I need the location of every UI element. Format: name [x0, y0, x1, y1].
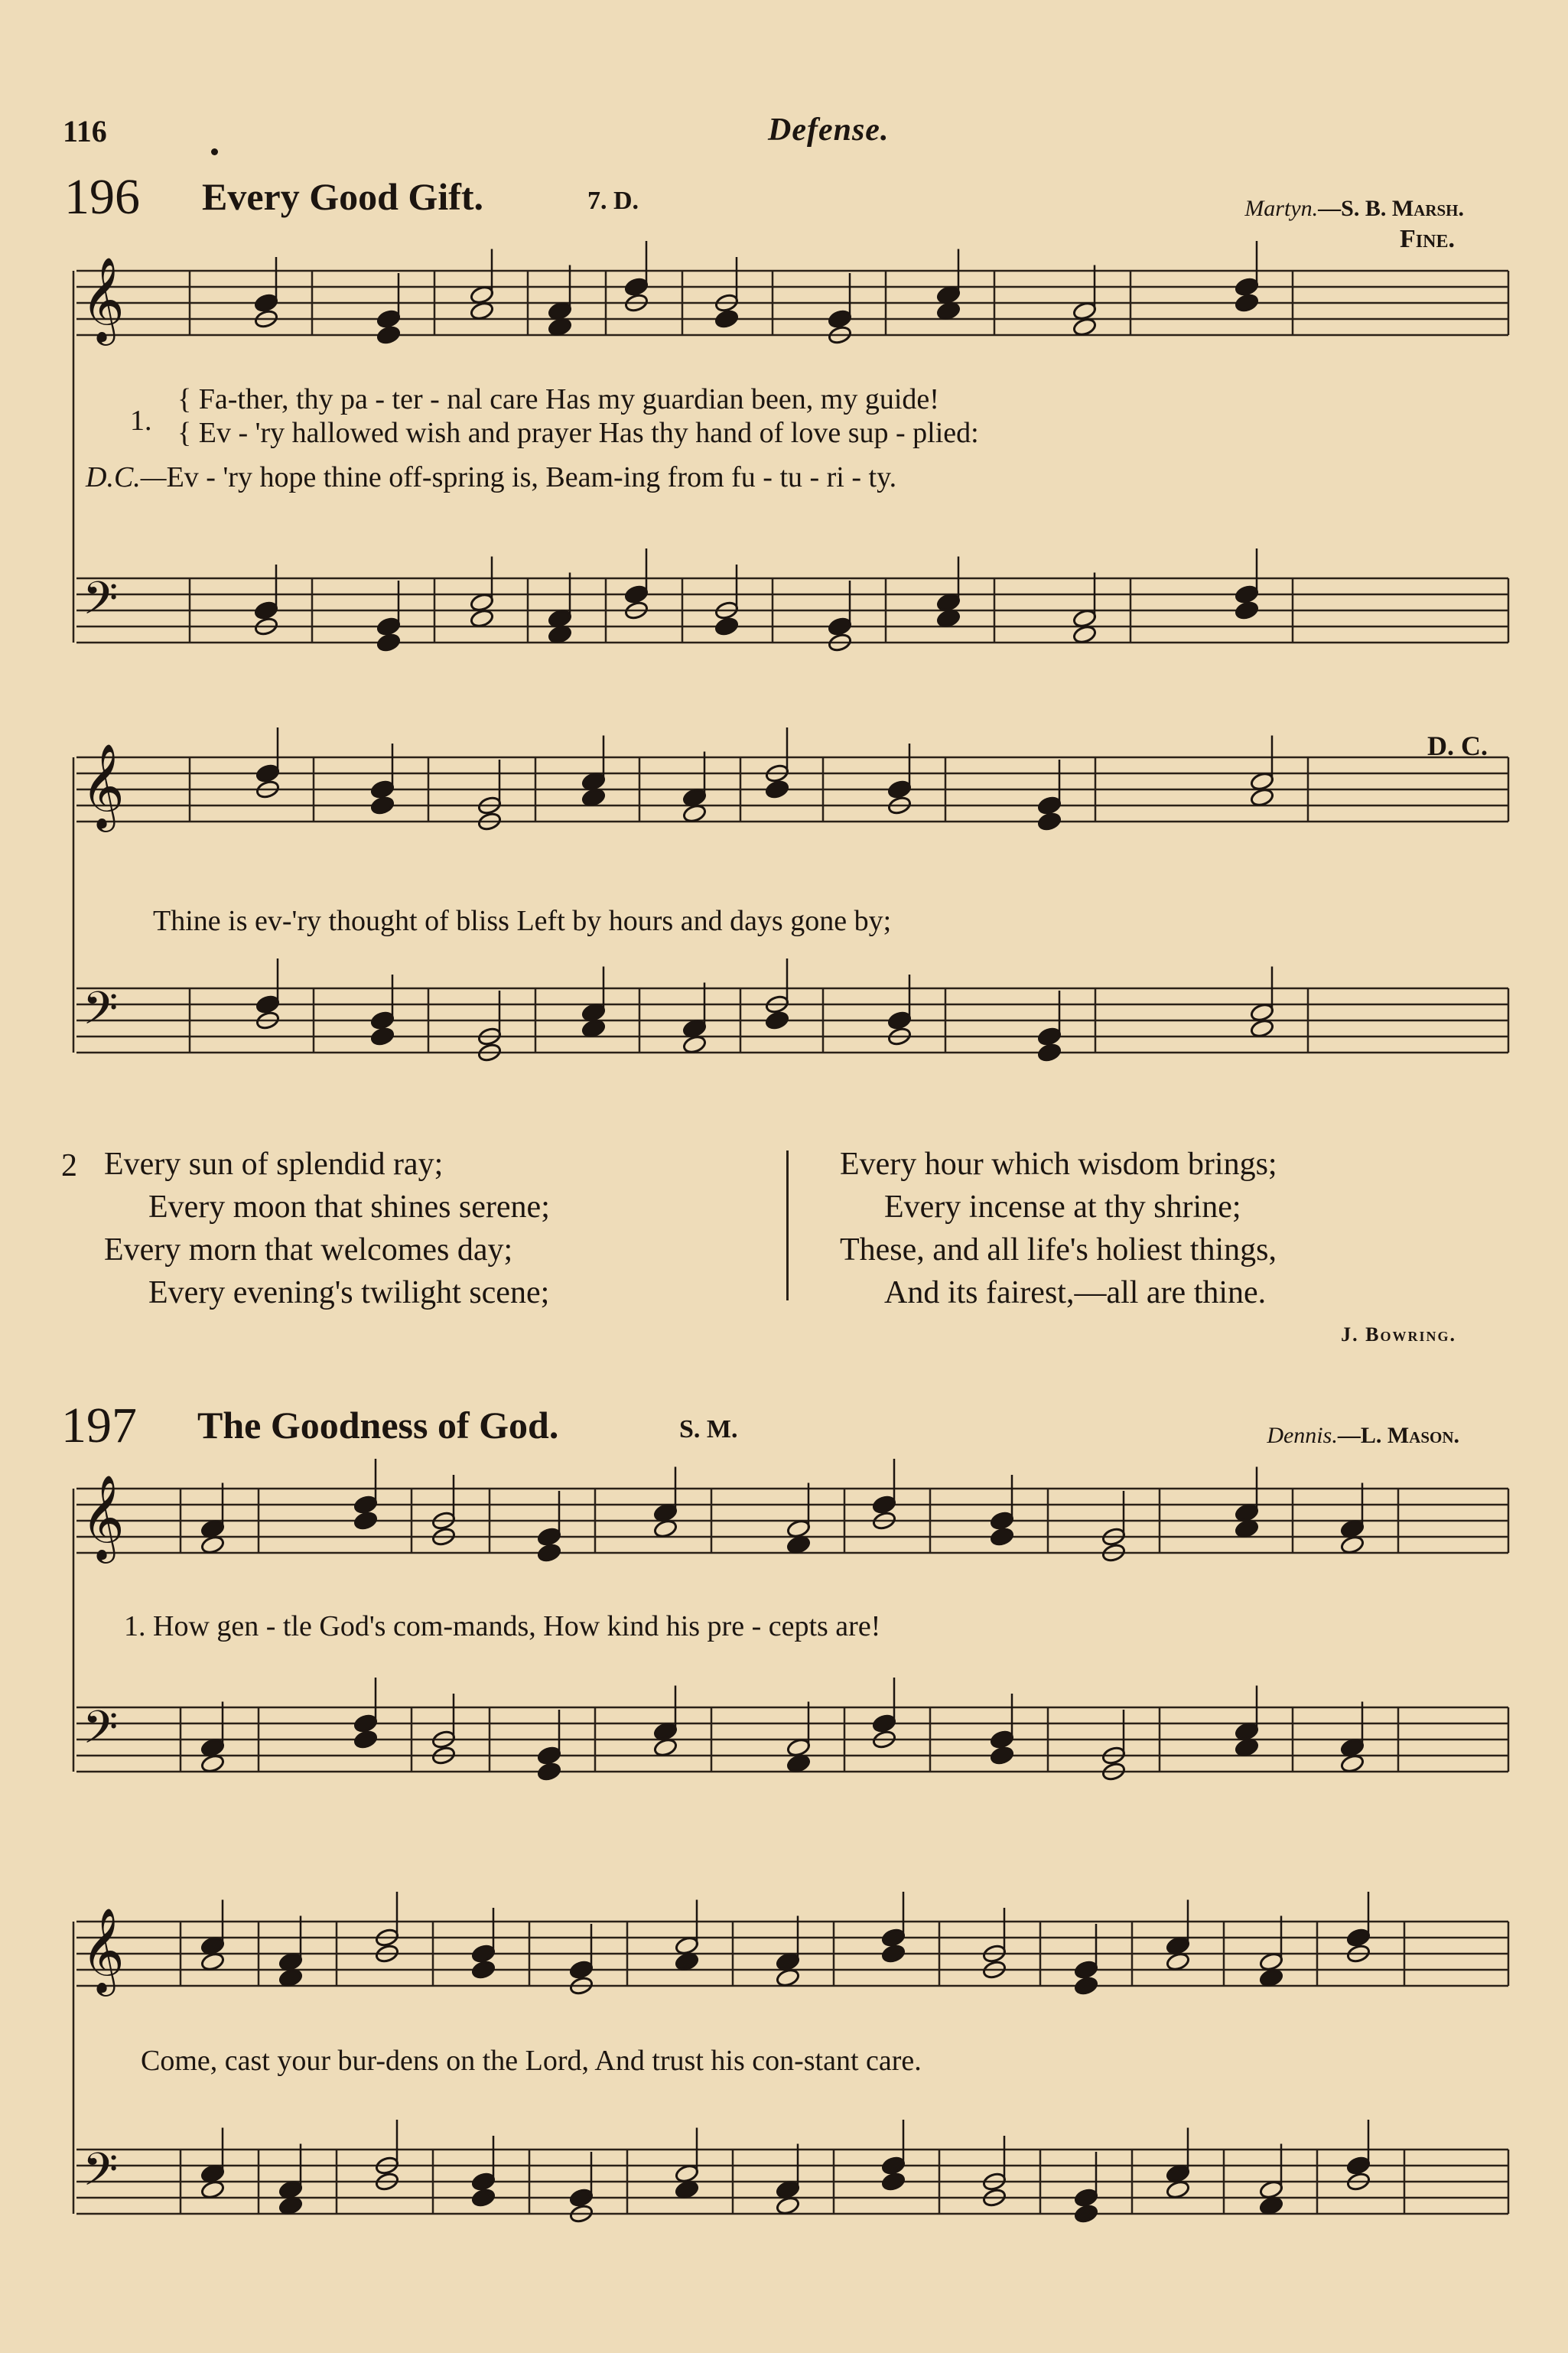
verse-2-line-5: Every hour which wisdom brings; — [840, 1147, 1277, 1182]
hymn-196-composer: —S. B. Marsh. — [1318, 196, 1464, 221]
dc-marker: D. C. — [1427, 731, 1488, 761]
hymn-196-author: J. Bowring. — [1341, 1323, 1456, 1346]
verse-2-right-column — [840, 1143, 1277, 1314]
verse-2-line-2: Every moon that shines serene; — [148, 1190, 550, 1225]
verse-column-divider — [786, 1150, 789, 1300]
stanza-marker: 1. — [130, 405, 152, 437]
svg-text:𝄞: 𝄞 — [81, 1474, 125, 1560]
fine-marker: Fine. — [1400, 225, 1455, 253]
hymn-197-tune-credit — [1267, 1423, 1459, 1449]
hymn-196-lyric-line-2: { Ev - 'ry hallowed wish and prayer Has thy hand of love sup - plied: — [177, 417, 979, 449]
verse-2-line-3: Every morn that welcomes day; — [104, 1232, 513, 1268]
dc-label: D.C.— — [86, 461, 167, 493]
hymn-196-number: 196 — [64, 169, 140, 225]
svg-text:𝄢: 𝄢 — [83, 981, 119, 1046]
hymn-197-meter: S. M. — [679, 1415, 738, 1443]
hymn-196-lyric-line-4: Thine is ev-'ry thought of bliss Left by hours and days gone by; — [153, 905, 892, 937]
svg-text:𝄞: 𝄞 — [81, 743, 125, 828]
verse-2-line-7: These, and all life's holiest things, — [840, 1232, 1277, 1268]
lyric-verse-1-line-1: Fa-ther, thy pa - ter - nal care Has my guardian been, my guide! — [198, 383, 939, 415]
hymn-196-lyric-line-3 — [86, 461, 896, 494]
hymn-196-title: Every Good Gift. — [202, 175, 484, 218]
svg-text:𝄢: 𝄢 — [83, 571, 119, 636]
page-number: 116 — [63, 114, 107, 148]
hymn-196-meter: 7. D. — [587, 187, 639, 215]
svg-text:𝄞: 𝄞 — [81, 256, 125, 342]
hymn-197-number: 197 — [61, 1398, 137, 1453]
hymn-197-title: The Goodness of God. — [197, 1404, 559, 1447]
lyric-verse-1-line-2: Ev - 'ry hallowed wish and prayer Has thy hand of love sup - plied: — [198, 417, 979, 449]
hymn-197-tune-name: Dennis. — [1267, 1423, 1338, 1448]
hymn-197-composer: —L. Mason. — [1337, 1423, 1459, 1448]
hymn-197-lyric-line-2: Come, cast your bur-dens on the Lord, And trust his con-stant care. — [141, 2045, 922, 2077]
svg-text:𝄞: 𝄞 — [81, 1907, 125, 1993]
verse-2-line-4: Every evening's twilight scene; — [148, 1275, 550, 1310]
verse-2-line-8: And its fairest,—all are thine. — [884, 1275, 1267, 1310]
verse-2-number: 2 — [61, 1148, 77, 1183]
svg-text:𝄢: 𝄢 — [83, 2143, 119, 2207]
hymn-196-lyric-line-1: { Fa-ther, thy pa - ter - nal care Has my guardian been, my guide! — [177, 383, 939, 415]
running-head: Defense. — [768, 112, 890, 148]
hymn-196-tune-name: Martyn. — [1244, 196, 1319, 221]
verse-2-line-1: Every sun of splendid ray; — [104, 1147, 444, 1182]
verse-2-left-column — [104, 1143, 550, 1314]
verse-2-line-6: Every incense at thy shrine; — [884, 1190, 1241, 1225]
svg-text:𝄢: 𝄢 — [83, 1700, 119, 1765]
lyric-dc-line: Ev - 'ry hope thine off-spring is, Beam-ing from fu - tu - ri - ty. — [166, 461, 897, 493]
hymn-197-lyric-line-1: 1. How gen - tle God's com-mands, How kind his pre - cepts are! — [124, 1610, 881, 1642]
